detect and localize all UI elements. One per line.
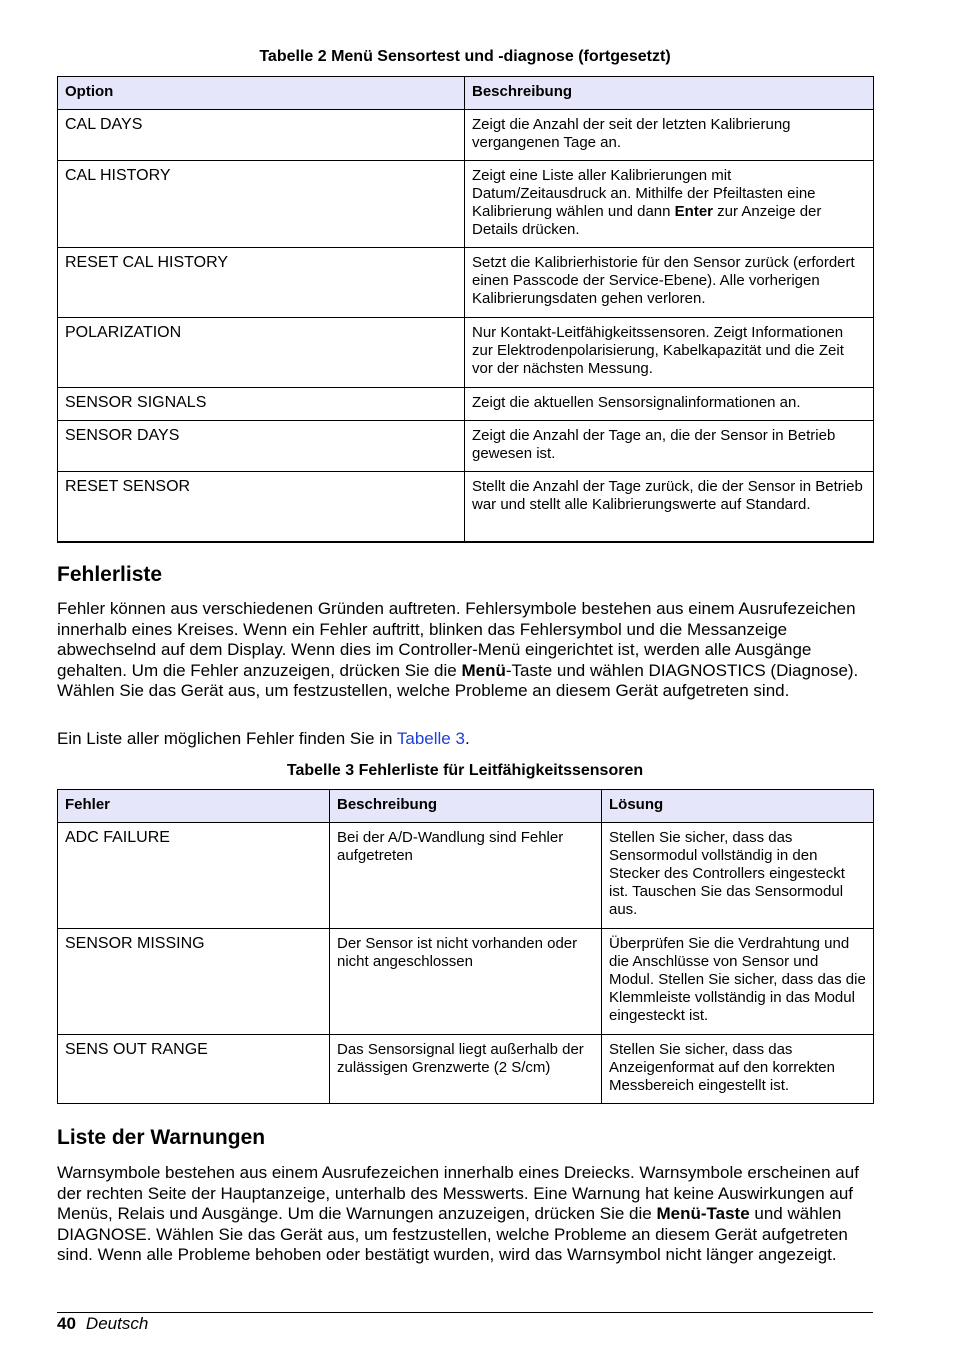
description-cell: Setzt die Kalibrierhistorie für den Sensor zurück (erfordert einen Passcode der Service-Ebene). Alle vorherigen Kalibrierungsdaten gehen verloren.: [465, 248, 874, 318]
enter-key-label: Enter: [674, 203, 713, 220]
option-cell: CAL DAYS: [58, 110, 465, 161]
description-cell: Der Sensor ist nicht vorhanden oder nicht angeschlossen: [330, 929, 602, 1035]
table2-header-row: [58, 77, 874, 110]
page-footer: [57, 1312, 873, 1334]
option-cell: RESET SENSOR: [58, 472, 465, 542]
option-cell: RESET CAL HISTORY: [58, 248, 465, 318]
description-cell: Zeigt die Anzahl der seit der letzten Kalibrierung vergangenen Tage an.: [465, 110, 874, 161]
table2: [57, 76, 874, 543]
description-cell: Das Sensorsignal liegt außerhalb der zulässigen Grenzwerte (2 S/cm): [330, 1035, 602, 1104]
table-row: [58, 472, 874, 542]
table-row: [58, 388, 874, 421]
table-row: [58, 823, 874, 929]
menu-taste-label: Menü-Taste: [656, 1204, 750, 1223]
option-cell: SENSOR DAYS: [58, 421, 465, 472]
page-number: 40: [57, 1314, 76, 1333]
table-row: [58, 1035, 874, 1104]
fehler-cell: ADC FAILURE: [58, 823, 330, 929]
fehlerliste-paragraph: Fehler können aus verschiedenen Gründen auftreten. Fehlersymbole bestehen aus einem Ausrufezeichen innerhalb eines Kreises. Wenn ein Fehler auftritt, blinken das Fehlersymbol und die Messanzeige abwechselnd auf dem Display. Wenn dies im Controller-Menü eingerichtet ist, werden alle Ausgänge gehalten. Um die Fehler anzuzeigen, drücken Sie die Menü-Taste und wählen DIAGNOSTICS (Diagnose). Wählen Sie das Gerät aus, um festzustellen, welche Probleme an diesem Gerät aufgetreten sind.: [57, 599, 859, 700]
option-cell: POLARIZATION: [58, 318, 465, 388]
description-cell: Bei der A/D-Wandlung sind Fehler aufgetreten: [330, 823, 602, 929]
footer-language: Deutsch: [85, 1314, 149, 1333]
table-row: [58, 248, 874, 318]
fehler-cell: SENS OUT RANGE: [58, 1035, 330, 1104]
solution-cell: Stellen Sie sicher, dass das Anzeigenformat auf den korrekten Messbereich eingestellt ist.: [602, 1035, 874, 1104]
table3-header-fehler: Fehler: [58, 790, 330, 823]
table2-header-beschreibung: Beschreibung: [465, 77, 874, 110]
solution-cell: Überprüfen Sie die Verdrahtung und die Anschlüsse von Sensor und Modul. Stellen Sie sicher, dass das die Klemmleiste vollständig in das Modul eingesteckt ist.: [602, 929, 874, 1035]
fehler-cell: SENSOR MISSING: [58, 929, 330, 1035]
table2-caption: Tabelle 2 Menü Sensortest und -diagnose (fortgesetzt): [259, 48, 671, 65]
tabelle3-link[interactable]: Tabelle 3: [396, 729, 465, 748]
warnungen-heading: Liste der Warnungen: [57, 1126, 266, 1149]
description-cell: Zeigt die aktuellen Sensorsignalinformationen an.: [465, 388, 874, 421]
description-cell: Zeigt die Anzahl der Tage an, die der Sensor in Betrieb gewesen ist.: [465, 421, 874, 472]
table-row: [58, 161, 874, 248]
table-row: [58, 110, 874, 161]
menu-key-label: Menü: [461, 660, 506, 680]
table-row: [58, 421, 874, 472]
description-cell: Zeigt eine Liste aller Kalibrierungen mit Datum/Zeitausdruck an. Mithilfe der Pfeiltasten eine Kalibrierung wählen und dann Enter zur Anzeige der Details drücken.: [465, 161, 874, 248]
table3-header-beschreibung: Beschreibung: [330, 790, 602, 823]
description-cell: Stellt die Anzahl der Tage zurück, die der Sensor in Betrieb war und stellt alle Kalibrierungswerte auf Standard.: [465, 472, 874, 542]
table3-header-row: [58, 790, 874, 823]
table-row: [58, 929, 874, 1035]
description-cell: Nur Kontakt-Leitfähigkeitssensoren. Zeigt Informationen zur Elektrodenpolarisierung, Kabelkapazität und die Zeit vor der nächsten Messung.: [465, 318, 874, 388]
table3-header-loesung: Lösung: [602, 790, 874, 823]
solution-cell: Stellen Sie sicher, dass das Sensormodul vollständig in den Stecker des Controllers eingesteckt ist. Tauschen Sie das Sensormodul aus.: [602, 823, 874, 929]
warnungen-paragraph: Warnsymbole bestehen aus einem Ausrufezeichen innerhalb eines Dreiecks. Warnsymbole erscheinen auf der rechten Seite der Hauptanzeige, unterhalb des Messwerts. Eine Warnung hat keine Auswirkungen auf Menüs, Relais und Ausgänge. Um die Warnungen anzuzeigen, drücken Sie die Menü-Taste und wählen DIAGNOSE. Wählen Sie das Gerät aus, um festzustellen, welche Probleme an diesem Gerät aufgetreten sind. Wenn alle Probleme behoben oder bestätigt wurden, wird das Warnsymbol nicht länger angezeigt.: [57, 1163, 859, 1264]
fehlerliste-reference: Ein Liste aller möglichen Fehler finden Sie in Tabelle 3.: [57, 729, 470, 748]
table3: [57, 789, 874, 1104]
option-cell: CAL HISTORY: [58, 161, 465, 248]
table-row: [58, 318, 874, 388]
table3-caption: Tabelle 3 Fehlerliste für Leitfähigkeitssensoren: [286, 762, 644, 779]
table2-header-option: Option: [58, 77, 465, 110]
fehlerliste-heading: Fehlerliste: [57, 563, 163, 586]
option-cell: SENSOR SIGNALS: [58, 388, 465, 421]
